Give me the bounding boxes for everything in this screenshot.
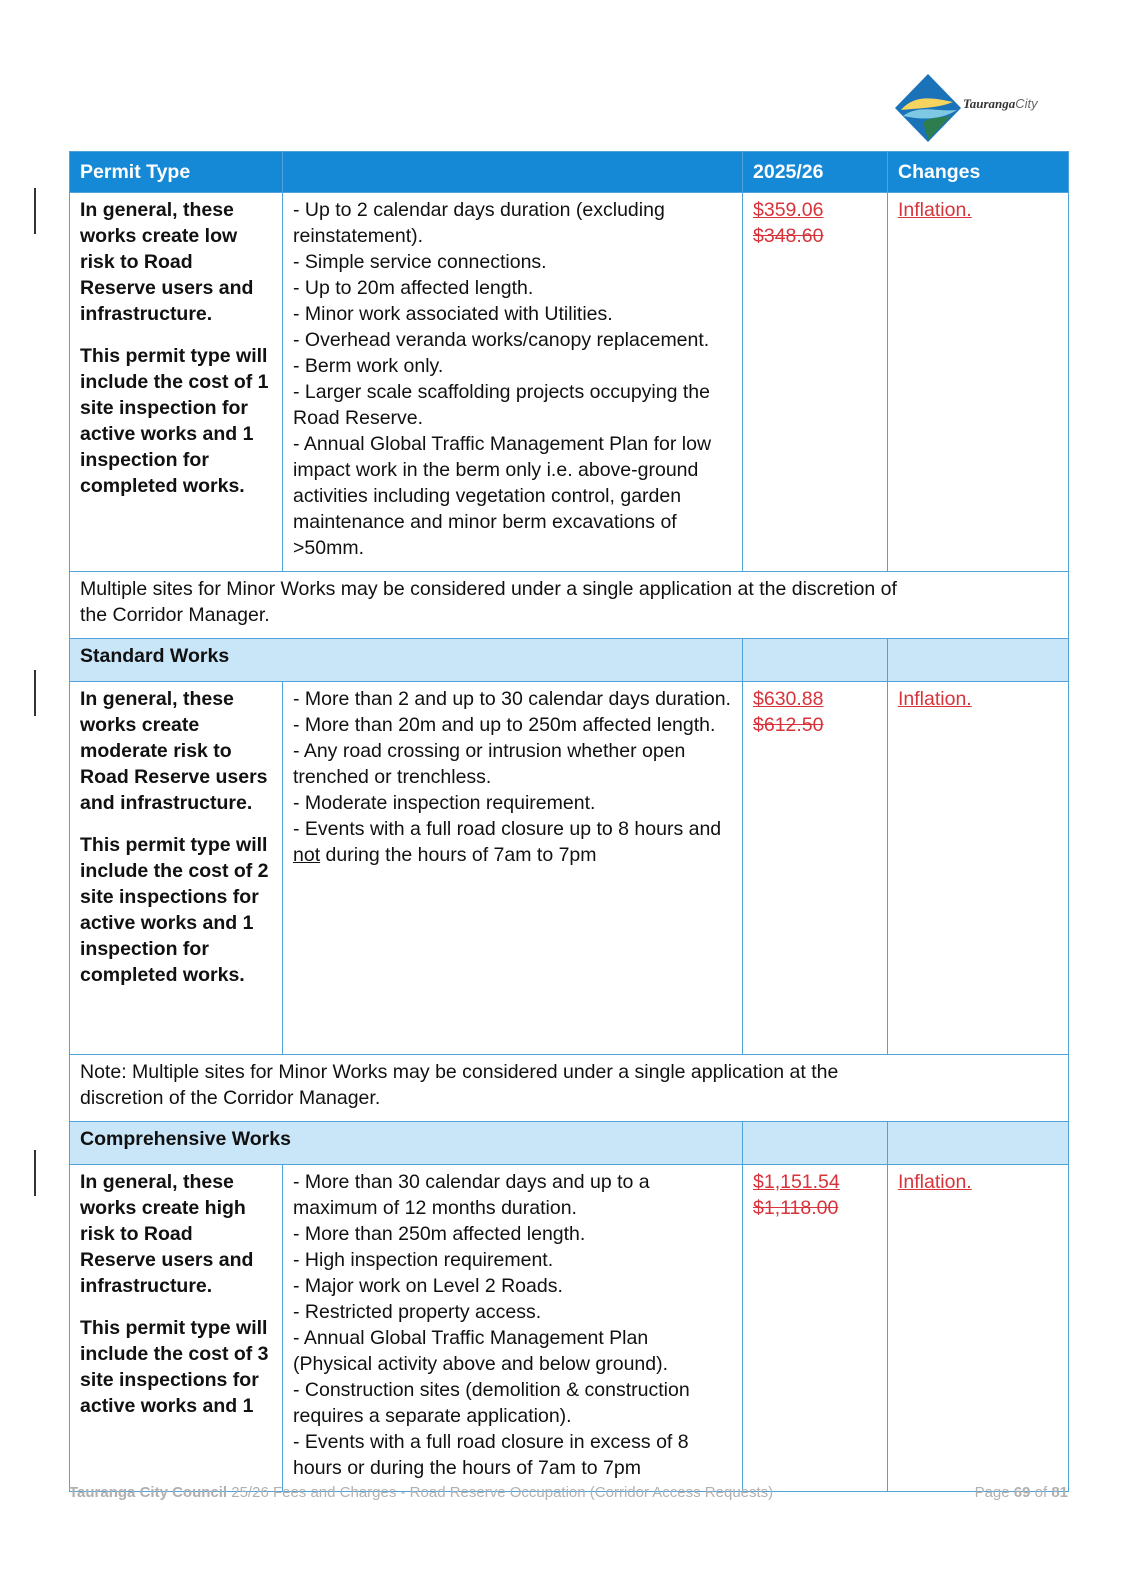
note-text: Note: Multiple sites for Minor Works may be considered under a single application at the discretion of the Corridor Manager. <box>70 1055 1069 1122</box>
price-new: $630.88 <box>753 688 824 710</box>
section-title: Comprehensive Works <box>70 1122 743 1165</box>
change-cell <box>888 1165 1069 1492</box>
price-new: $359.06 <box>753 199 824 221</box>
table-row <box>70 682 1069 1055</box>
permit-criteria: - Up to 2 calendar days duration (excluding reinstatement). - Simple service connections. - Up to 20m affected length. - Minor work associated with Utilities. - Overhead veranda works/canopy replacement. - Berm work only. - Larger scale scaffolding projects occupying the Road Reserve. - Annual Global Traffic Management Plan for low impact work in the berm only i.e. above-ground activities including vegetation control, garden maintenance and minor berm excavations of >50mm. <box>283 193 743 572</box>
change-bar <box>34 1150 36 1196</box>
note-row <box>70 1055 1069 1122</box>
permit-criteria: - More than 30 calendar days and up to a maximum of 12 months duration. - More than 250m affected length. - High inspection requirement. - Major work on Level 2 Roads. - Restricted property access. - Annual Global Traffic Management Plan (Physical activity above and below ground). - Construction sites (demolition & construction requires a separate application). - Events with a full road closure in excess of 8 hours or during the hours of 7am to 7pm <box>283 1165 743 1492</box>
price-old: $612.50 <box>753 714 824 736</box>
col-permit-type: Permit Type <box>70 152 283 193</box>
permit-description: In general, these works create high risk to Road Reserve users and infrastructure. This permit type will include the cost of 3 site inspections for active works and 1 <box>70 1165 283 1492</box>
tauranga-city-logo <box>893 72 1063 146</box>
footer-title: Tauranga City Council 25/26 Fees and Charges - Road Reserve Occupation (Corridor Access Requests) <box>69 1484 774 1501</box>
col-year: 2025/26 <box>743 152 888 193</box>
col-changes: Changes <box>888 152 1069 193</box>
price-old: $348.60 <box>753 225 824 247</box>
section-title: Standard Works <box>70 639 743 682</box>
change-cell <box>888 682 1069 1055</box>
section-row-standard <box>70 639 1069 682</box>
logo-mark-icon <box>893 72 963 146</box>
logo-text: TaurangaCity <box>963 96 1038 111</box>
change-text: Inflation. <box>898 1171 972 1193</box>
price-new: $1,151.54 <box>753 1171 840 1193</box>
table-header-row <box>70 152 1069 193</box>
price-cell <box>743 193 888 572</box>
table-row <box>70 1165 1069 1492</box>
permit-description: In general, these works create moderate risk to Road Reserve users and infrastructure. This permit type will include the cost of 2 site inspections for active works and 1 inspection for completed works. <box>70 682 283 1055</box>
note-text: Multiple sites for Minor Works may be considered under a single application at the discretion of the Corridor Manager. <box>70 572 1069 639</box>
permit-criteria: - More than 2 and up to 30 calendar days duration. - More than 20m and up to 250m affected length. - Any road crossing or intrusion whether open trenched or trenchless. - Moderate inspection requirement. - Events with a full road closure up to 8 hours and not during the hours of 7am to 7pm <box>283 682 743 1055</box>
page-number: Page 69 of 81 <box>974 1484 1068 1501</box>
change-text: Inflation. <box>898 199 972 221</box>
table-row <box>70 193 1069 572</box>
note-row <box>70 572 1069 639</box>
permit-description: In general, these works create low risk to Road Reserve users and infrastructure. This permit type will include the cost of 1 site inspection for active works and 1 inspection for completed works. <box>70 193 283 572</box>
fees-table <box>69 151 1069 1492</box>
change-text: Inflation. <box>898 688 972 710</box>
price-cell <box>743 1165 888 1492</box>
price-old: $1,118.00 <box>753 1197 839 1219</box>
section-row-comprehensive <box>70 1122 1069 1165</box>
change-bar <box>34 670 36 716</box>
change-cell <box>888 193 1069 572</box>
price-cell <box>743 682 888 1055</box>
col-criteria <box>283 152 743 193</box>
change-bar <box>34 188 36 234</box>
